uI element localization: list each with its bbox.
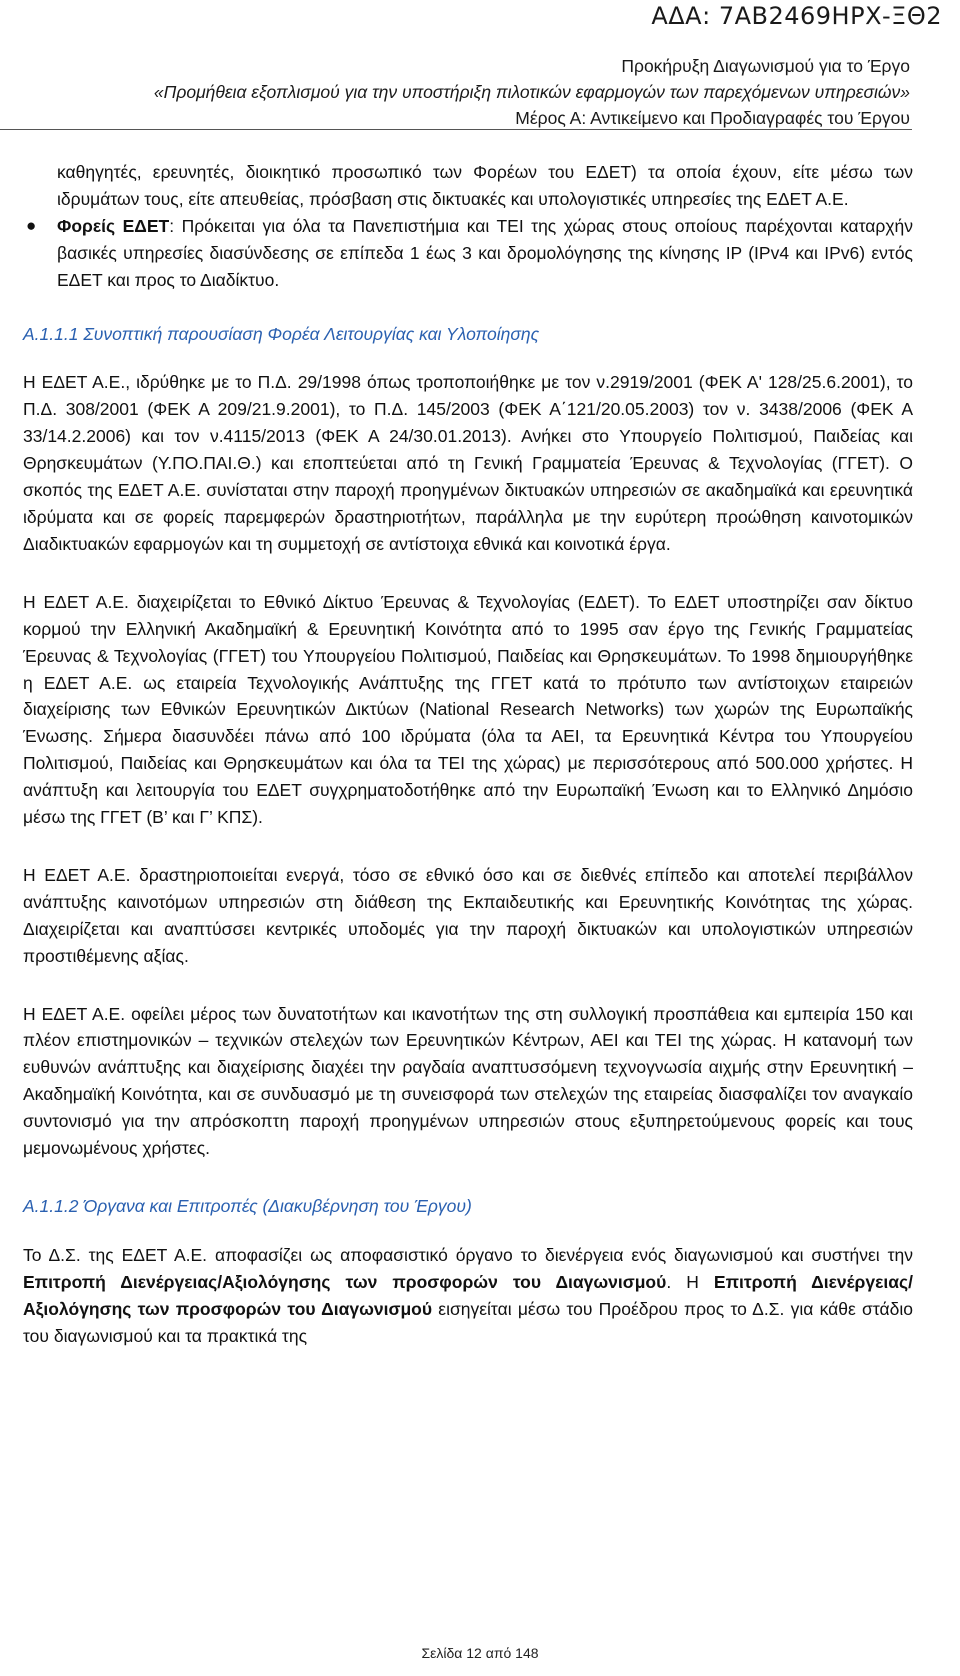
header-line-3: Μέρος Α: Αντικείμενο και Προδιαγραφές του Έργου (515, 108, 910, 128)
paragraph-activity: Η ΕΔΕΤ Α.Ε. δραστηριοποιείται ενεργά, τόσο σε εθνικό όσο και σε διεθνές επίπεδο και αποτελεί περιβάλλον ανάπτυξης καινοτόμων υπηρεσιών στη διάθεση της Εκπαιδευτικής και Ερευνητικής Κοινότητας της χώρας. Διαχειρίζεται και αναπτύσσει κεντρικές υποδομές για την παροχή δικτυακών και υπολογιστικών υπηρεσιών προστιθέμενης αξίας. (23, 864, 913, 966)
header-line-1: Προκήρυξη Διαγωνισμού για το Έργο (621, 56, 910, 76)
bullet-term: Φορείς ΕΔΕΤ (57, 215, 170, 236)
section-heading-2: Α.1.1.2 Όργανα και Επιτροπές (Διακυβέρνηση του Έργου) (23, 1196, 472, 1216)
page-header (154, 53, 910, 131)
committee-name-2: Επιτροπή Διενέργειας/Αξιολόγησης των προσφορών του Διαγωνισμού (23, 1271, 913, 1319)
document-body (23, 159, 913, 1350)
header-divider (0, 129, 912, 130)
committees-text-a: Το Δ.Σ. της ΕΔΕΤ Α.Ε. αποφασίζει ως αποφασιστικό όργανο το διενέργεια ενός διαγωνισμού και συστήνει την (23, 1244, 913, 1265)
ada-code: ΑΔΑ: 7ΑΒ2469ΗΡΧ-ΞΘ2 (651, 2, 942, 30)
paragraph-founding: Η ΕΔΕΤ Α.Ε., ιδρύθηκε με το Π.Δ. 29/1998 όπως τροποποιήθηκε με τον ν.2919/2001 (ΦΕΚ Α' 128/25.6.2001), το Π.Δ. 308/2001 (ΦΕΚ Α 209/21.9.2001), το Π.Δ. 145/2003 (ΦΕΚ Α΄121/20.05.2003) τον ν. 3438/2006 (ΦΕΚ Α 33/14.2.2006) και τον ν.4115/2013 (ΦΕΚ Α 24/30.01.2013). Ανήκει στο Υπουργείο Πολιτισμού, Παιδείας και Θρησκευμάτων (Υ.ΠΟ.ΠΑΙ.Θ.) και εποπτεύεται από τη Γενική Γραμματεία Έρευνας & Τεχνολογίας (ΓΓΕΤ). Ο σκοπός της ΕΔΕΤ Α.Ε. συνίσταται στην παροχή προηγμένων δικτυακών υπηρεσιών σε ακαδημαϊκά και ερευνητικά ιδρύματα και σε φορείς παρεμφερών δραστηριοτήτων, παράλληλα με την ευρύτερη προώθηση καινοτομικών Διαδικτυακών εφαρμογών και τη συμμετοχή σε αντίστοιχα εθνικά και κοινοτικά έργα. (23, 372, 913, 554)
paragraph-committees (23, 1242, 913, 1350)
committees-text-e: εισηγείται μέσω του Προέδρου προς το Δ.Σ. για κάθε στάδιο του διαγωνισμού και τα πρακτικά της (23, 1298, 913, 1346)
bullet-item (23, 213, 913, 294)
paragraph-network: Η ΕΔΕΤ Α.Ε. διαχειρίζεται το Εθνικό Δίκτυο Έρευνας & Τεχνολογίας (ΕΔΕΤ). Το ΕΔΕΤ υποστηρίζει σαν δίκτυο κορμού την Ελληνική Ακαδημαϊκή & Ερευνητική Κοινότητα από το 1995 σαν έργο της Γενικής Γραμματείας Έρευνας & Τεχνολογίας (ΓΓΕΤ) του Υπουργείου Πολιτισμού, Παιδείας και Θρησκευμάτων. Το 1998 δημιουργήθηκε η ΕΔΕΤ Α.Ε. ως εταιρεία Τεχνολογικής Ανάπτυξης της ΓΓΕΤ κατά το πρότυπο των αντίστοιχων εταιρειών διαχείρισης των Εθνικών Ερευνητικών Δικτύων (National Research Networks) των χωρών της Ευρωπαϊκής Ένωσης. Σήμερα διασυνδέει πάνω από 100 ιδρύματα (όλα τα ΑΕΙ, τα Ερευνητικά Κέντρα του Υπουργείου Πολιτισμού, Παιδείας και Θρησκευμάτων και όλα τα ΤΕΙ της χώρας) με περισσότερους από 500.000 χρήστες. Η ανάπτυξη και λειτουργία του ΕΔΕΤ συγχρηματοδοτήθηκε από την Ευρωπαϊκή Ένωση και το Ελληνικό Δημόσιο μέσω της ΓΓΕΤ (Β’ και Γ’ ΚΠΣ). (23, 591, 913, 828)
page-number: Σελίδα 12 από 148 (421, 1645, 539, 1661)
bullet-text: : Πρόκειται για όλα τα Πανεπιστήμια και ΤΕΙ της χώρας στους οποίους παρέχονται καταρχήν βασικές υπηρεσίες διασύνδεσης σε επίπεδα 1 έως 3 και δρομολόγησης της κίνησης IP (IPv4 και IPv6) εντός ΕΔΕΤ και προς το Διαδίκτυο. (57, 215, 914, 290)
paragraph-staff: Η ΕΔΕΤ Α.Ε. οφείλει μέρος των δυνατοτήτων και ικανοτήτων της στη συλλογική προσπάθεια και εμπειρία 150 και πλέον επιστημονικών – τεχνικών στελεχών των Ερευνητικών Κέντρων, ΑΕΙ και ΤΕΙ της χώρας. Η κατανομή των ευθυνών ανάπτυξης και διαχείρισης διαχέει την ραγδαία αναπτυσσόμενη τεχνογνωσία αιχμής στην Ερευνητική – Ακαδημαϊκή Κοινότητα, και σε συνδυασμό με τη συνεισφορά των στελεχών της εταιρείας διασφαλίζει τον αναγκαίο συντονισμό για την απρόσκοπτη παροχή προηγμένων υπηρεσιών στους εξυπηρετούμενους φορείς και τους μεμονωμένους χρήστες. (23, 1003, 913, 1159)
bullet-icon: ● (26, 215, 37, 235)
header-line-2: «Προμήθεια εξοπλισμού για την υποστήριξη πιλοτικών εφαρμογών των παρεχόμενων υπηρεσιών» (153, 82, 910, 102)
committees-text-c: . Η (666, 1271, 714, 1292)
continued-paragraph: καθηγητές, ερευνητές, διοικητικό προσωπικό των Φορέων του ΕΔΕΤ) τα οποία έχουν, είτε μέσω των ιδρυμάτων τους, είτε απευθείας, πρόσβαση στις δικτυακές και υπολογιστικές υπηρεσίες της ΕΔΕΤ Α.Ε. (57, 162, 913, 209)
section-heading-1: Α.1.1.1 Συνοπτική παρουσίαση Φορέα Λειτουργίας και Υλοποίησης (23, 323, 540, 344)
committee-name-1: Επιτροπή Διενέργειας/Αξιολόγησης των προσφορών του Διαγωνισμού (23, 1271, 667, 1292)
